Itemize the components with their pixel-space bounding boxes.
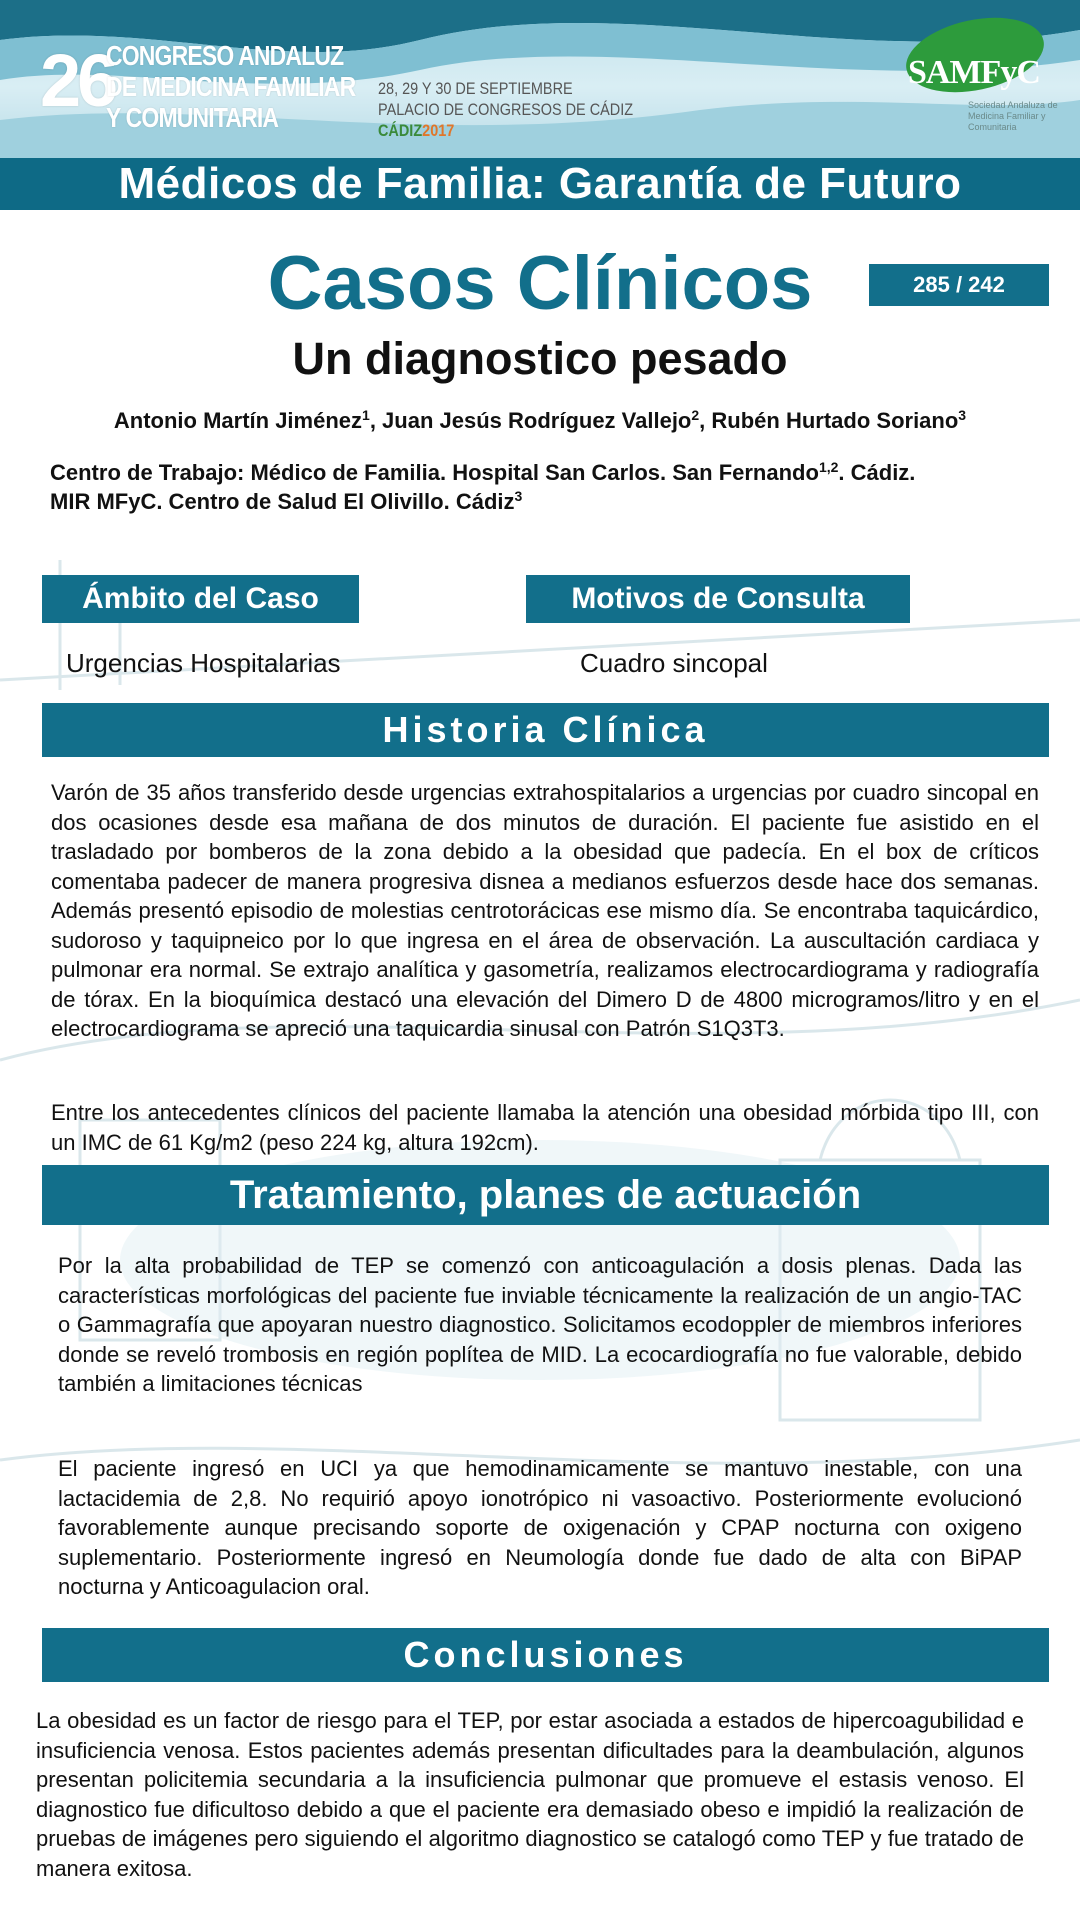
samfyc-logo: SAMFyC	[908, 54, 1040, 91]
tratamiento-heading: Tratamiento, planes de actuación	[42, 1165, 1049, 1225]
samfyc-org-name: Sociedad Andaluza de Medicina Familiar y Comunitaria	[968, 100, 1058, 132]
author-2: Juan Jesús Rodríguez Vallejo	[382, 408, 692, 433]
congress-line-3: Y COMUNITARIA	[106, 102, 279, 133]
motivos-heading: Motivos de Consulta	[526, 575, 910, 623]
affiliations	[50, 458, 1050, 516]
historia-paragraph-2: Entre los antecedentes clínicos del paciente llamaba la atención una obesidad mórbida tipo III, con un IMC de 61 Kg/m2 (peso 224 kg, altura 192cm).	[51, 1100, 1039, 1155]
ambito-heading: Ámbito del Caso	[42, 575, 359, 623]
conclusiones-paragraph: La obesidad es un factor de riesgo para el TEP, por estar asociada a estados de hipercoagubilidad e insuficiencia venosa. Estos pacientes además presentan dificultades para la deambulación, algunos presentan policitemia secundaria a la insuficiencia pulmonar que promueve el estasis venoso. El diagnostico fue dificultoso debido a que el paciente era demasiado obeso e impidió la realización de pruebas de imágenes pero siguiendo el algoritmo diagnostico se catalogó como TEP y fue tratado de manera exitosa.	[36, 1708, 1024, 1881]
historia-paragraph-1: Varón de 35 años transferido desde urgencias extrahospitalarios a urgencias por cuadro sincopal en dos ocasiones desde esa mañana de dos minutos de duración. El paciente fue asistido en el trasladado por bomberos de la zona debido a la obesidad que padecía. En el box de críticos comentaba padecer de manera progresiva disnea a medianos esfuerzos desde hace dos semanas. Además presentó episodio de molestias centrotorácicas ese mismo día. Se encontraba taquicárdico, sudoroso y taquipneico por lo que ingresa en el área de observación. La auscultación cardiaca y pulmonar era normal. Se extrajo analítica y gasometría, realizamos electrocardiograma y radiografía de tórax. En la bioquímica destacó una elevación del Dimero D de 4800 microgramos/litro y en el electrocardiograma se apreció una taquicardia sinusal con Patrón S1Q3T3.	[51, 780, 1039, 1041]
historia-heading: Historia Clínica	[42, 703, 1049, 757]
author-3: Rubén Hurtado Soriano	[711, 408, 959, 433]
event-city: CÁDIZ	[378, 121, 423, 140]
congress-line-2: DE MEDICINA FAMILIAR	[106, 71, 356, 102]
congress-line-1: CONGRESO ANDALUZ	[106, 40, 344, 71]
event-year: 2017	[422, 121, 455, 140]
poster-code-badge: 285 / 242	[869, 264, 1049, 306]
conclusiones-heading: Conclusiones	[42, 1628, 1049, 1682]
congress-name	[106, 40, 355, 133]
affiliation-2-sup: 3	[514, 488, 523, 504]
tratamiento-paragraph-2: El paciente ingresó en UCI ya que hemodinamicamente se mantuvo inestable, con una lactacidemia de 2,8. No requirió apoyo ionotrópico ni vasoactivo. Posteriormente evolucionó favorablemente aunque precisando soporte de oxigenación y CPAP nocturna con oxigeno suplementario. Posteriormente ingresó en Neumología donde fue dado de alta con BiPAP nocturna y Anticoagulacion oral.	[58, 1456, 1022, 1599]
poster-title: Casos Clínicos	[267, 241, 813, 326]
ambito-text: Urgencias Hospitalarias	[66, 648, 341, 678]
tratamiento-paragraph-1: Por la alta probabilidad de TEP se comenzó con anticoagulación a dosis plenas. Dada las características morfológicas del paciente fue inviable técnicamente la realización de un angio-TAC o Gammagrafía que apoyaran nuestro diagnostico. Solicitamos ecodoppler de miembros inferiores donde se reveló trombosis en región poplítea de MID. La ecocardiografía no fue valorable, debido también a limitaciones técnicas	[58, 1253, 1022, 1396]
affiliation-1-sup: 1,2	[818, 459, 839, 475]
author-1: Antonio Martín Jiménez	[113, 408, 363, 433]
event-dates: 28, 29 Y 30 DE SEPTIEMBRE	[378, 79, 573, 98]
motto-bar	[0, 158, 1080, 210]
author-1-sup: 1	[362, 407, 370, 423]
authors-line: Antonio Martín Jiménez$^1$, Juan Jesús Rodríguez Vallejo$^2$, Rubén Hurtado Soriano$^3$	[113, 407, 967, 433]
motto-text: Médicos de Familia: Garantía de Futuro	[118, 159, 962, 208]
event-info	[378, 78, 633, 141]
affiliation-2: MIR MFyC. Centro de Salud El Olivillo. Cádiz	[50, 489, 515, 514]
poster-subtitle: Un diagnostico pesado	[292, 333, 788, 384]
affiliation-1: Centro de Trabajo: Médico de Familia. Hospital San Carlos. San Fernando	[50, 460, 819, 485]
author-3-sup: 3	[958, 407, 967, 423]
motivos-text: Cuadro sincopal	[580, 648, 768, 678]
author-2-sup: 2	[691, 407, 700, 423]
event-venue: PALACIO DE CONGRESOS DE CÁDIZ	[378, 100, 634, 119]
edition-number: 26	[40, 39, 115, 122]
affiliation-1-end: . Cádiz.	[838, 460, 916, 485]
congress-banner	[0, 0, 1080, 158]
